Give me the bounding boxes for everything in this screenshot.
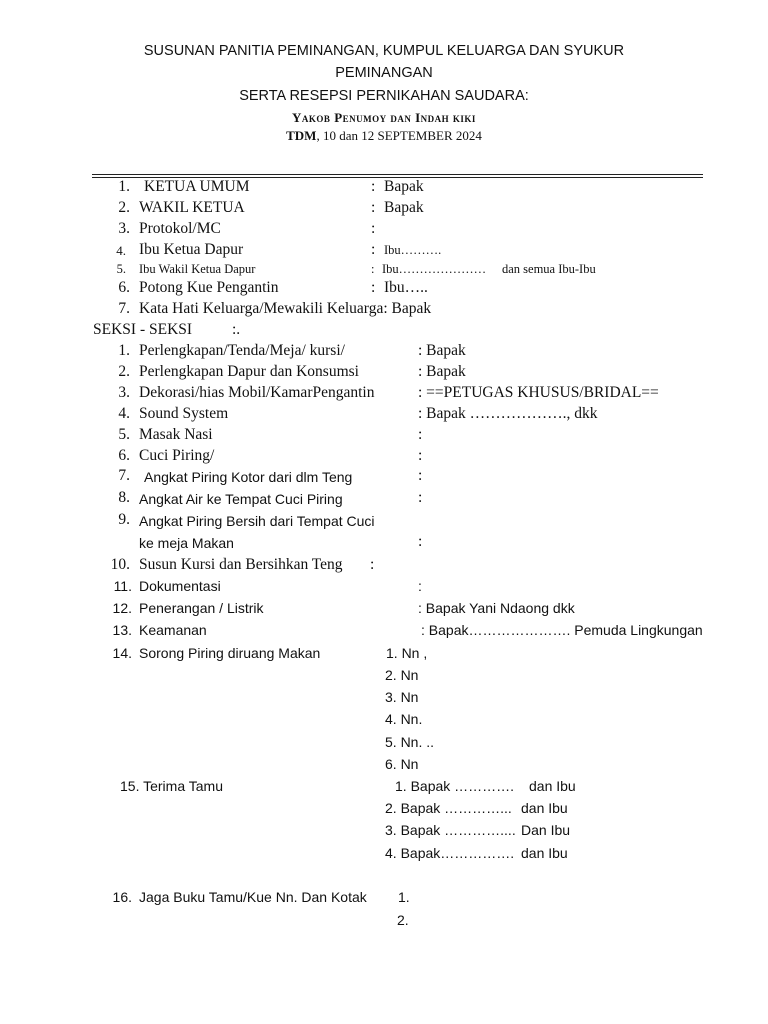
jaga-item: 2. <box>397 912 409 928</box>
couple-names: Yakob Penumoy dan Indah kiki <box>292 110 476 125</box>
terima-suffix: dan Ibu <box>521 845 568 861</box>
event-date <box>0 128 768 144</box>
title-line-1: SUSUNAN PANITIA PEMINANGAN, KUMPUL KELUARGA DAN SYUKUR <box>143 43 625 59</box>
sorong-item: 1. Nn , <box>386 645 428 661</box>
terima-suffix: Dan Ibu <box>521 822 571 838</box>
terima-name: 2. Bapak …………... <box>385 800 512 816</box>
event-place: TDM <box>286 128 317 143</box>
event-date-rest: , 10 dan 12 SEPTEMBER 2024 <box>316 128 482 143</box>
terima-name: 4. Bapak……………. <box>385 845 515 861</box>
sorong-item: 3. Nn <box>385 689 419 705</box>
terima-label: 15. Terima Tamu <box>120 778 223 794</box>
sorong-item: 2. Nn <box>385 667 419 683</box>
terima-suffix: dan Ibu <box>521 800 568 816</box>
sorong-item: 4. Nn. <box>385 711 423 727</box>
terima-name: 3. Bapak ………….... <box>385 822 516 838</box>
sorong-item: 5. Nn. .. <box>385 734 435 750</box>
terima-suffix: dan Ibu <box>529 778 576 794</box>
title-line-3: SERTA RESEPSI PERNIKAHAN SAUDARA: <box>239 88 529 104</box>
terima-name: 1. Bapak …………. <box>395 778 515 794</box>
jaga-item: 1. <box>398 889 410 905</box>
divider-top <box>92 174 703 175</box>
title-line-2: PEMINANGAN <box>335 65 433 81</box>
sorong-item: 6. Nn <box>385 756 419 772</box>
